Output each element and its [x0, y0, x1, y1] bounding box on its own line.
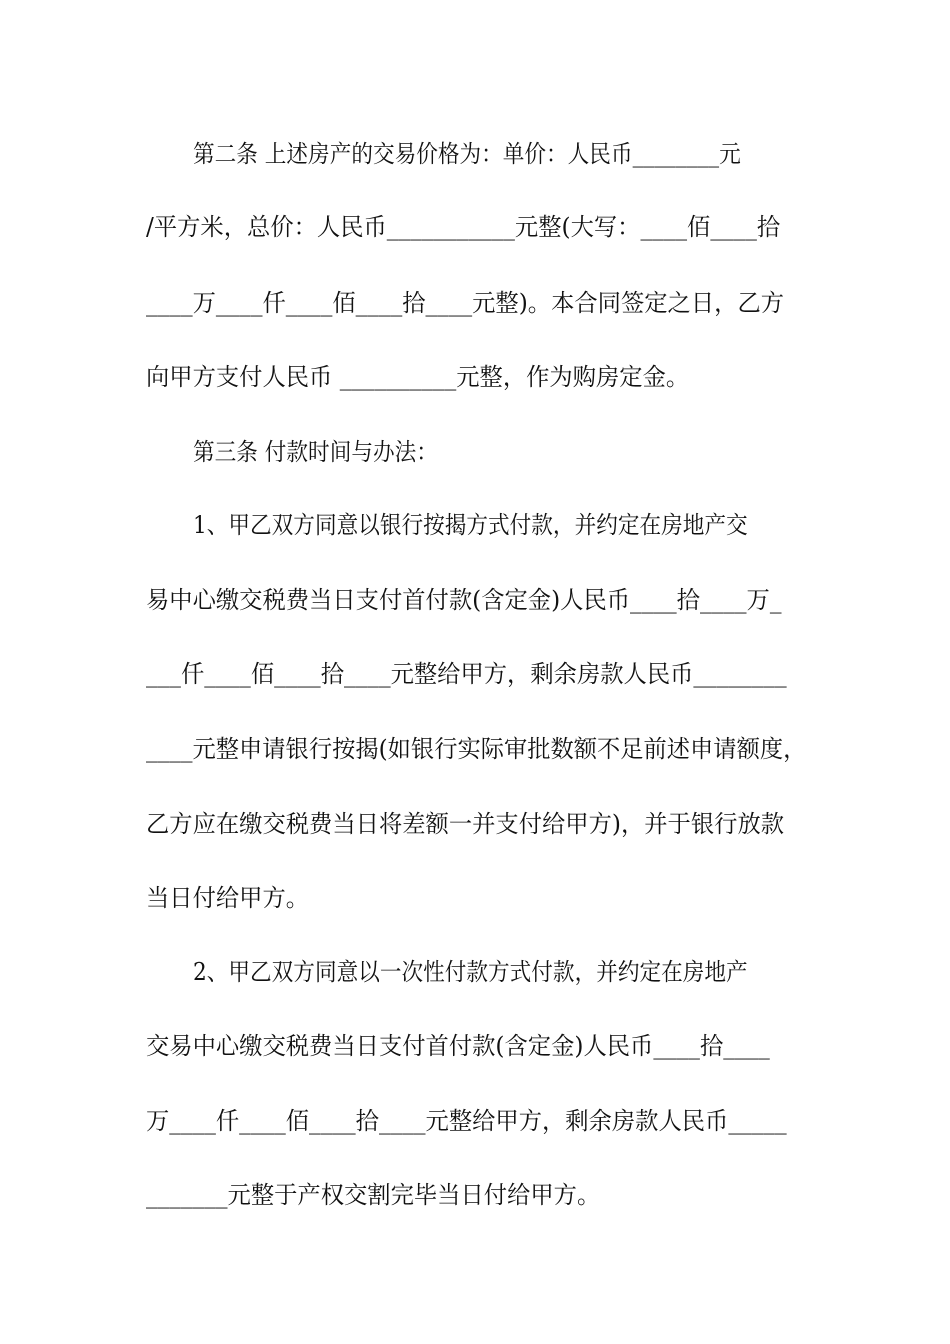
item-2-line-2: 交易中心缴交税费当日支付首付款(含定金)人民币____拾____ [146, 1032, 770, 1060]
clause-2-line-2: /平方米，总价：人民币___________元整(大写：____佰____拾 [146, 213, 781, 241]
clause-2-line-4: 向甲方支付人民币 __________元整，作为购房定金。 [146, 363, 690, 391]
clause-3-heading: 第三条 付款时间与办法： [193, 438, 438, 466]
item-1-line-4: ____元整申请银行按揭(如银行实际审批数额不足前述申请额度， [146, 735, 807, 763]
item-2-line-3: 万____仟____佰____拾____元整给甲方，剩余房款人民币_____ [146, 1107, 787, 1135]
clause-2-line-3: ____万____仟____佰____拾____元整)。本合同签定之日，乙方 [146, 289, 785, 317]
item-1-line-2: 易中心缴交税费当日支付首付款(含定金)人民币____拾____万_ [146, 586, 782, 614]
item-1-line-1: 1、甲乙双方同意以银行按揭方式付款，并约定在房地产交 [193, 511, 748, 539]
clause-2-line-1: 第二条 上述房产的交易价格为：单价：人民币________元 [193, 140, 741, 168]
item-1-line-5: 乙方应在缴交税费当日将差额一并支付给甲方)，并于银行放款 [146, 810, 785, 838]
item-2-line-4: _______元整于产权交割完毕当日付给甲方。 [146, 1181, 601, 1209]
item-1-line-3: ___仟____佰____拾____元整给甲方，剩余房款人民币________ [146, 660, 787, 688]
item-2-line-1: 2、甲乙双方同意以一次性付款方式付款，并约定在房地产 [193, 958, 748, 986]
item-1-line-6: 当日付给甲方。 [146, 884, 310, 912]
